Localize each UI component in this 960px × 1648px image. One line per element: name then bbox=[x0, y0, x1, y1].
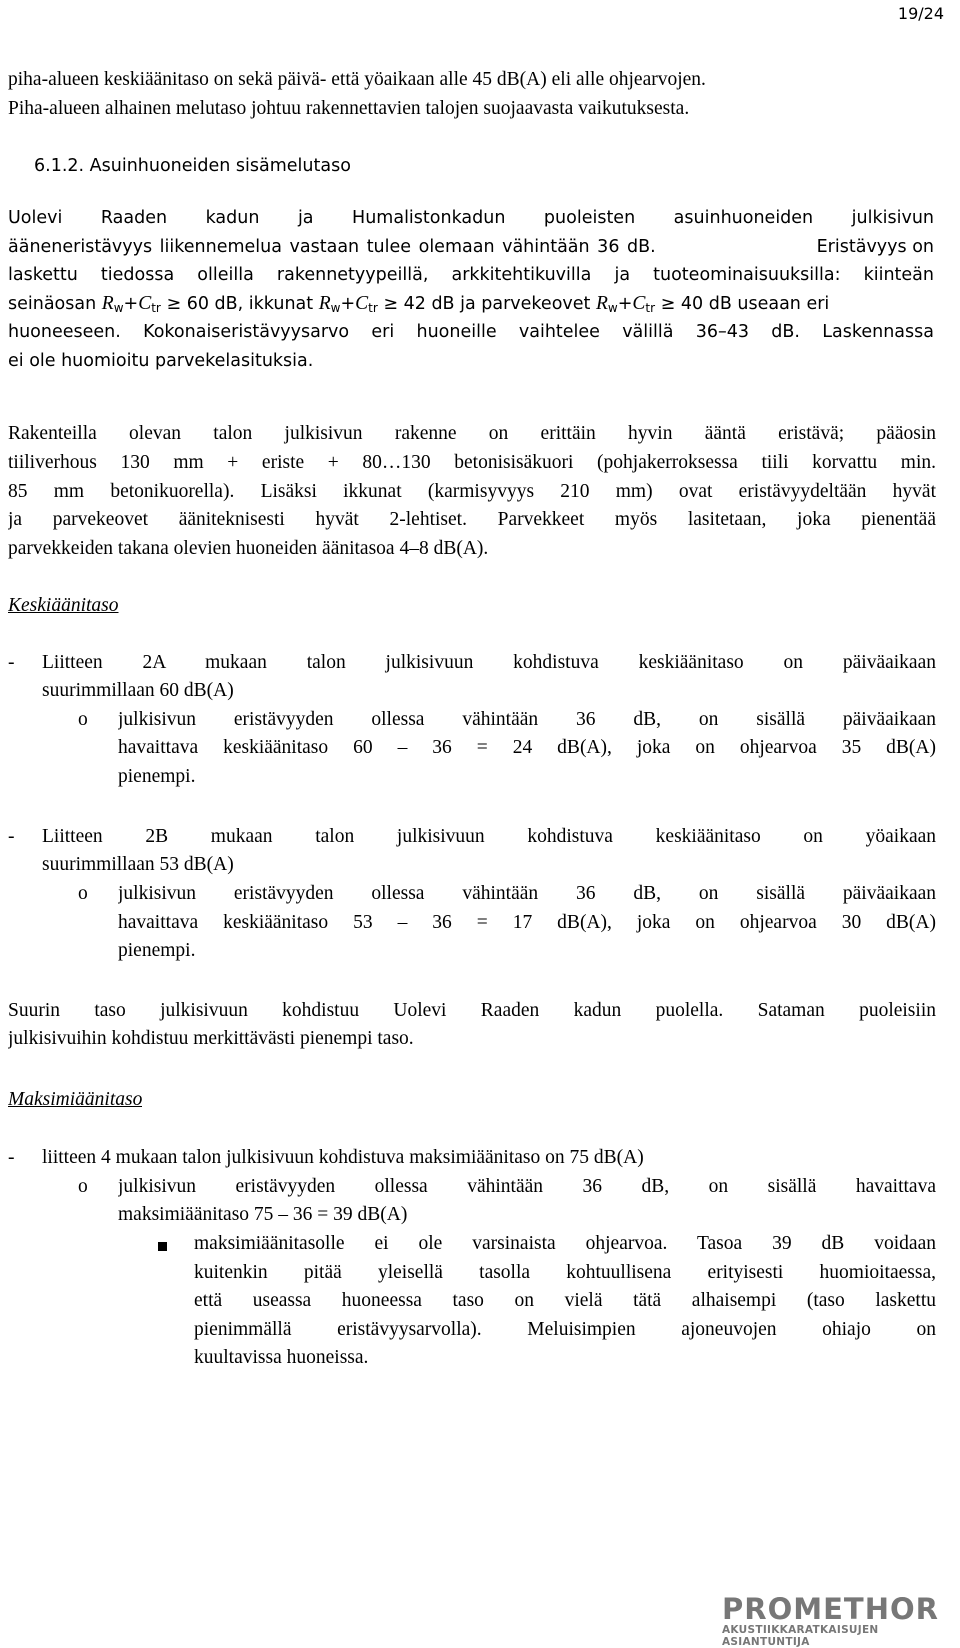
maksimi-line-1: liitteen 4 mukaan talon julkisivuun kohdistuva maksimiäänitaso on 75 dB(A) bbox=[42, 1147, 644, 1168]
door-value: 40 dB useaan eri bbox=[680, 294, 830, 314]
p2-line-3: 85 mm betonikuorella). Lisäksi ikkunat (karmisyvyys 210 mm) ovat eristävyydeltään hyvät bbox=[8, 481, 936, 502]
maksimi-bullet-line-5: kuultavissa huoneissa. bbox=[194, 1347, 369, 1368]
maksimi-bullet-line-4: pienimmällä eristävyysarvolla). Meluisimpien ajoneuvojen ohiajo on bbox=[194, 1319, 936, 1340]
tr-subscript-2: tr bbox=[368, 301, 378, 315]
maksimi-heading: Maksimiäänitaso bbox=[8, 1089, 143, 1110]
logo-name: PROMETHOR bbox=[722, 1592, 939, 1626]
maksimi-bullet-line-1: maksimiäänitasolle ei ole varsinaista ohjearvoa. Tasoa 39 dB voidaan bbox=[194, 1233, 936, 1254]
p1-wall-label: seinäosan bbox=[8, 294, 97, 314]
rw-symbol-3: R bbox=[595, 293, 608, 314]
dash-marker-a: - bbox=[8, 652, 15, 673]
keski-heading: Keskiäänitaso bbox=[8, 595, 119, 616]
intro-line-2: Piha-alueen alhainen melutaso johtuu rakennettavien talojen suojaavasta vaikutuksesta. bbox=[8, 98, 690, 119]
keski-a-line-2: suurimmillaan 60 dB(A) bbox=[42, 680, 234, 701]
w-subscript: w bbox=[113, 301, 124, 315]
keski-b-sub-line-2: havaittava keskiäänitaso 53 – 36 = 17 dB(A), joka on ohjearvoa 30 dB(A) bbox=[118, 912, 936, 933]
plus-sign-3: + bbox=[617, 294, 633, 314]
w-subscript-2: w bbox=[330, 301, 341, 315]
maksimi-sub-line-2: maksimiäänitaso 75 – 36 = 39 dB(A) bbox=[118, 1204, 408, 1225]
p1-line-2-text: ääneneristävyys liikennemelua vastaan tulee olemaan vähintään 36 dB. bbox=[8, 237, 656, 257]
keski-b-sub-line-1: julkisivun eristävyyden ollessa vähintään 36 dB, on sisällä päiväaikaan bbox=[118, 883, 936, 904]
dash-marker-b: - bbox=[8, 826, 15, 847]
p3-line-2: julkisivuihin kohdistuu merkittävästi pienempi taso. bbox=[8, 1028, 414, 1049]
o-marker-b: o bbox=[78, 883, 88, 904]
promethor-logo bbox=[722, 1592, 954, 1648]
rw-symbol-2: R bbox=[318, 293, 331, 314]
c-symbol: C bbox=[138, 293, 152, 314]
p1-line-2 bbox=[8, 233, 934, 262]
square-bullet bbox=[158, 1238, 167, 1256]
keski-b-sub-line-3: pienempi. bbox=[118, 940, 196, 961]
keski-a-sub-line-2: havaittava keskiäänitaso 60 – 36 = 24 dB(A), joka on ohjearvoa 35 dB(A) bbox=[118, 737, 936, 758]
c-symbol-3: C bbox=[632, 293, 646, 314]
p2-line-5: parvekkeiden takana olevien huoneiden äänitasoa 4–8 dB(A). bbox=[8, 538, 489, 559]
p1-line-1: Uolevi Raaden kadun ja Humalistonkadun puoleisten asuinhuoneiden julkisivun bbox=[8, 208, 934, 228]
section-title: 6.1.2. Asuinhuoneiden sisämelutaso bbox=[34, 156, 351, 176]
maksimi-sub-line-1: julkisivun eristävyyden ollessa vähintään 36 dB, on sisällä havaittava bbox=[118, 1176, 936, 1197]
maksimi-bullet-line-3: että useassa huoneessa taso on vielä tätä alhaisempi (taso laskettu bbox=[194, 1290, 936, 1311]
ge-symbol: ≥ bbox=[166, 294, 182, 314]
p2-line-4: ja parvekeovet ääniteknisesti hyvät 2-lehtiset. Parvekkeet myös lasitetaan, joka pienentää bbox=[8, 509, 936, 530]
p3-line-1: Suurin taso julkisivuun kohdistuu Uolevi Raaden kadun puolella. Sataman puoleisiin bbox=[8, 1000, 936, 1021]
o-marker-a: o bbox=[78, 709, 88, 730]
p1-line-6: ei ole huomioitu parvekelasituksia. bbox=[8, 351, 314, 371]
plus-sign: + bbox=[123, 294, 139, 314]
ge-symbol-3: ≥ bbox=[660, 294, 676, 314]
p1-line-3: laskettu tiedossa olleilla rakennetyypeillä, arkkitehtikuvilla ja tuoteominaisuuksilla: kiinteän bbox=[8, 265, 934, 285]
window-value: 42 dB ja parvekeovet bbox=[403, 294, 591, 314]
wall-value: 60 dB, ikkunat bbox=[186, 294, 314, 314]
plus-sign-2: + bbox=[340, 294, 356, 314]
keski-a-sub-line-3: pienempi. bbox=[118, 766, 196, 787]
page-number: 19/24 bbox=[897, 4, 944, 23]
p2-line-2: tiiliverhous 130 mm + eriste + 80…130 betonisisäkuori (pohjakerroksessa tiili korvattu min. bbox=[8, 452, 936, 473]
rw-symbol: R bbox=[101, 293, 114, 314]
logo-tagline: AKUSTIIKKARATKAISUJEN ASIANTUNTIJA bbox=[722, 1624, 879, 1648]
maksimi-bullet-line-2: kuitenkin pitää yleisellä tasolla kohtuullisena erityisesti huomioitaessa, bbox=[194, 1262, 936, 1283]
ge-symbol-2: ≥ bbox=[383, 294, 399, 314]
c-symbol-2: C bbox=[355, 293, 369, 314]
p1-line-2-tail: Eristävyys on bbox=[816, 237, 934, 257]
tr-subscript-3: tr bbox=[645, 301, 656, 315]
p2-line-1: Rakenteilla olevan talon julkisivun rakenne on erittäin hyvin ääntä eristävä; pääosin bbox=[8, 423, 936, 444]
keski-b-line-2: suurimmillaan 53 dB(A) bbox=[42, 854, 234, 875]
tr-subscript: tr bbox=[151, 301, 161, 315]
keski-a-sub-line-1: julkisivun eristävyyden ollessa vähintään 36 dB, on sisällä päiväaikaan bbox=[118, 709, 936, 730]
dash-marker-c: - bbox=[8, 1147, 15, 1168]
intro-line-1: piha-alueen keskiäänitaso on sekä päivä- että yöaikaan alle 45 dB(A) eli alle ohjearvojen. bbox=[8, 69, 706, 90]
w-subscript-3: w bbox=[607, 301, 618, 315]
p1-line-5: huoneeseen. Kokonaiseristävyysarvo eri huoneille vaihtelee välillä 36–43 dB. Laskennassa bbox=[8, 322, 934, 342]
o-marker-c: o bbox=[78, 1176, 88, 1197]
keski-a-line-1: Liitteen 2A mukaan talon julkisivuun kohdistuva keskiäänitaso on päiväaikaan bbox=[42, 652, 936, 673]
keski-b-line-1: Liitteen 2B mukaan talon julkisivuun kohdistuva keskiäänitaso on yöaikaan bbox=[42, 826, 936, 847]
p1-line-4 bbox=[8, 290, 938, 319]
